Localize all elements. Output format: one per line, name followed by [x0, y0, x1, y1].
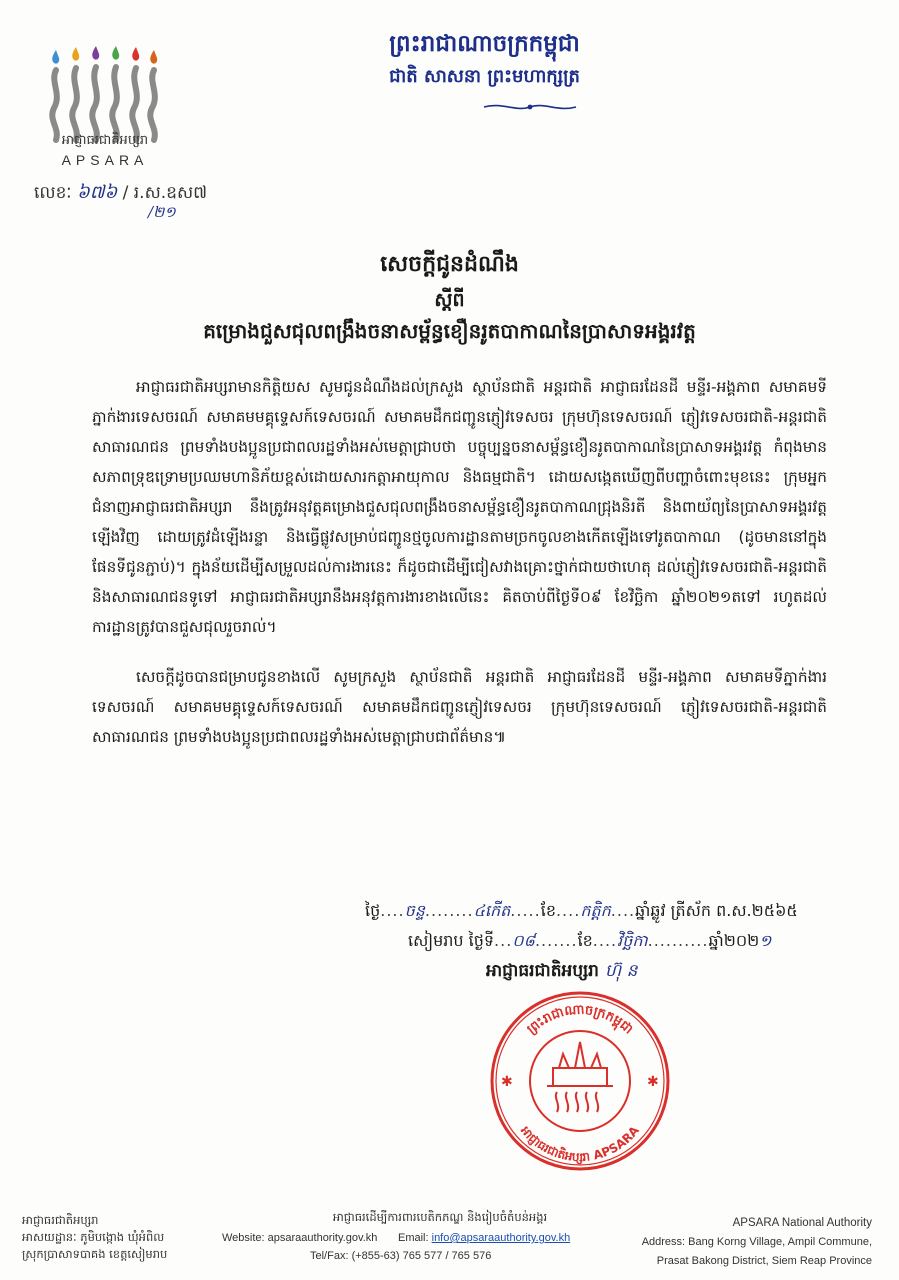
solar-year-value: ១: [759, 931, 772, 950]
reference-number: [34, 180, 207, 207]
body-paragraph-1: អាជ្ញាធរជាតិអប្សរាមានកិត្តិយស សូមជូនដំណឹងដល់ក្រសួង ស្ថាប័នជាតិ អន្តរជាតិ អាជ្ញាធរដែនដី មន្ទីរ-អង្គភាព សមាគមទីភ្នាក់ងារទេសចរណ៍ សមាគមមគ្គុទ្ទេសក៍ទេសចរណ៍ សមាគមដឹកជញ្ជូនភ្ញៀវទេសចរ ក្រុមហ៊ុនទេសចរណ៍ ភ្ញៀវទេសចរជាតិ-អន្តរជាតិ សាធារណជន ព្រមទាំងបងប្អូនប្រជាពលរដ្ឋទាំងអស់មេត្តាជ្រាបថា បច្ចុប្បន្នចនាសម្ព័ន្ធខឿនរូតបាកាណនៃប្រាសាទអង្គរវត្ត កំពុងមានសភាពទ្រុឌទ្រោមប្រឈមហានិភ័យខ្ពស់ដោយសារកត្តាអាយុកាល និងធម្មជាតិ។ ដោយសង្កេតឃើញពីបញ្ហាចំពោះមុខនេះ ក្រុមអ្នកជំនាញអាជ្ញាធរជាតិអប្សរា នឹងត្រូវអនុវត្តគម្រោងជួសជុលពង្រឹងចនាសម្ព័ន្ធខឿនរូតបាកាណជ្រុងនិរតី និងពាយ័ព្យនៃប្រាសាទអង្គរវត្តឡើងវិញ ដោយត្រូវដំឡើងរន្ទា និងធ្វើផ្លូវសម្រាប់ជញ្ជូនថ្មចូលការដ្ឋានតាមច្រកចូលខាងកើតឡើងទៅរូតបាកាណ (ដូចមាននៅក្នុងផែនទីជូនភ្ជាប់)។ ក្នុងន័យដើម្បីសម្រួលដល់ការងារនេះ ក៏ដូចជាដើម្បីជៀសវាងគ្រោះថ្នាក់ជាយថាហេតុ ដល់ភ្ញៀវទេសចរជាតិ-អន្តរជាតិ និងសាធារណជនទូទៅ អាជ្ញាធរជាតិអប្សរានឹងអនុវត្តការងារខាងលើនេះ គិតចាប់ពីថ្ងៃទី០៩ ខែវិច្ឆិកា ឆ្នាំ២០២១តទៅ រហូតដល់ការដ្ឋានត្រូវបានជួសជុលរួចរាល់។: [92, 378, 827, 636]
footer-left: [22, 1212, 167, 1263]
lunar-year: ឆ្នាំឆ្លូវ ត្រីស័ក ព.ស.២៥៦៥: [635, 901, 798, 920]
seal-star-icon: ✱: [647, 1074, 659, 1090]
solar-day-value: ០៨: [512, 931, 535, 950]
seal-bottom-text: អាជ្ញាធរជាតិអប្សរា APSARA: [518, 1123, 642, 1165]
footer-address-en-2: Prasat Bakong District, Siem Reap Province: [656, 1255, 872, 1267]
official-seal-icon: [487, 988, 673, 1174]
footer-org-km: អាជ្ញាធរជាតិអប្សរា: [22, 1213, 99, 1227]
solar-month-value: វិច្ឆិកា: [617, 931, 648, 950]
footer-address-km-2: ស្រុកប្រាសាទបាគង ខេត្តសៀមរាប: [22, 1247, 168, 1261]
lunar-day-label: ថ្ងៃ: [365, 901, 381, 920]
solar-place-day-label: សៀមរាប ថ្ងៃទី: [408, 931, 495, 950]
seal-temple-icon: [547, 1042, 613, 1112]
footer-org-en: APSARA National Authority: [732, 1217, 872, 1229]
footer-right: [560, 1214, 872, 1271]
reference-number-value: ៦៧៦: [76, 182, 118, 203]
kingdom-title: ព្រះរាជាណាចក្រកម្ពុជា: [389, 31, 580, 57]
lunar-month-label: ខែ: [540, 901, 556, 920]
signature-initials: ហ៊ុ ន: [604, 961, 638, 981]
lunar-day-value: ចន្ទ: [404, 901, 425, 920]
logo-name-en: APSARA: [61, 152, 149, 168]
national-motto: ជាតិ សាសនា ព្រះមហាក្សត្រ: [389, 66, 580, 87]
reference-year: /២១: [148, 203, 176, 221]
lunar-phase-value: ៤កើត: [473, 901, 511, 920]
notice-subject: គម្រោងជួសជុលពង្រឹងចនាសម្ព័ន្ធខឿនរូតបាកាណនៃប្រាសាទអង្គរវត្ត: [203, 319, 696, 343]
seal-star-icon: ✱: [501, 1074, 513, 1090]
footer-address-km-1: អាសយដ្ឋានៈ ភូមិបង្កោង ឃុំអំពិល: [22, 1230, 165, 1244]
solar-month-label: ខែ: [577, 931, 593, 950]
reference-suffix: / រ.ស.ឧស៧: [122, 183, 208, 203]
footer-address-en-1: Address: Bang Korng Village, Ampil Commune,: [641, 1236, 872, 1248]
notice-body: [92, 372, 827, 752]
notice-about: ស្ដីពី: [434, 289, 465, 311]
reference-label: លេខៈ: [34, 183, 72, 203]
solar-date-line: សៀមរាប ថ្ងៃទី...០៨.......ខែ....វិច្ឆិកា..........ឆ្នាំ២០២១: [408, 931, 772, 950]
lunar-month-value: កត្តិក: [580, 901, 611, 920]
footer-email-line: [398, 1232, 570, 1244]
footer-mission: អាជ្ញាធរដើម្បីការពារបេតិកភណ្ឌ និងរៀបចំតំបន់អង្គរ: [332, 1210, 548, 1224]
footer-email-label: Email:: [398, 1232, 429, 1244]
notice-title: សេចក្ដីជូនដំណឹង: [380, 252, 519, 277]
body-paragraph-2: សេចក្ដីដូចបានជម្រាបជូនខាងលើ សូមក្រសួង ស្ថាប័នជាតិ អន្តរជាតិ អាជ្ញាធរដែនដី មន្ទីរ-អង្គភាព សមាគមទីភ្នាក់ងារទេសចរណ៍ សមាគមមគ្គុទ្ទេសក៍ទេសចរណ៍ សមាគមដឹកជញ្ជូនភ្ញៀវទេសចរ ក្រុមហ៊ុនទេសចរណ៍ ភ្ញៀវទេសចរជាតិ-អន្តរជាតិ សាធារណជន ព្រមទាំងបងប្អូនប្រជាពលរដ្ឋទាំងអស់មេត្តាជ្រាបជាព័ត៌មាន៕: [92, 668, 827, 746]
signatory-name: អាជ្ញាធរជាតិអប្សរា: [486, 961, 599, 981]
motto-ornament-icon: [482, 100, 578, 114]
lunar-date-line: ថ្ងៃ....ចន្ទ........៤កើត.....ខែ....កត្តិក....ឆ្នាំឆ្លូវ ត្រីស័ក ព.ស.២៥៦៥: [365, 901, 798, 920]
solar-year-label: ឆ្នាំ២០២: [708, 931, 760, 950]
signatory: [486, 960, 637, 985]
logo-name-km: អាជ្ញាធរជាតិអប្សរា: [61, 133, 149, 148]
footer-tel-fax: Tel/Fax: (+855-63) 765 577 / 765 576: [310, 1250, 492, 1262]
footer-website[interactable]: Website: apsaraauthority.gov.kh: [222, 1232, 378, 1244]
footer-email-link[interactable]: info@apsaraauthority.gov.kh: [431, 1232, 571, 1244]
seal-top-text: ព្រះរាជាណាចក្រកម្ពុជា: [524, 1002, 636, 1038]
